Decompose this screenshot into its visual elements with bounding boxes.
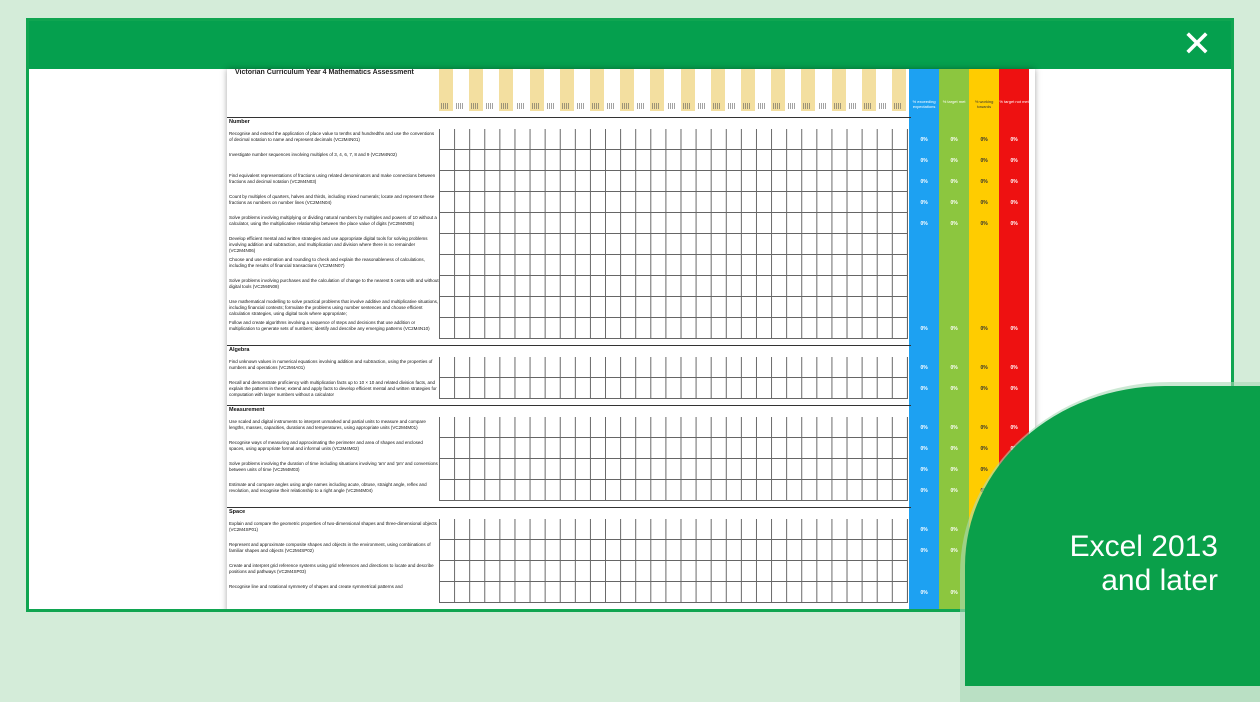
student-name-header: [484, 69, 499, 111]
student-name-header: [681, 69, 696, 111]
student-name-header: [620, 69, 635, 111]
student-name-placeholder: [592, 103, 600, 109]
objective-description: Solve problems involving the duration of time including situations involving 'am' and 'pm' and conversions between units of time (VC2M4M03): [229, 461, 438, 472]
badge-line-2: and later: [1101, 564, 1218, 597]
pct-value-target-met: 0%: [950, 590, 958, 596]
student-name-header: [635, 69, 650, 111]
student-name-header: [499, 69, 514, 111]
pct-value-target-met: 0%: [950, 179, 958, 185]
objective-description: Find unknown values in numerical equations involving addition and subtraction, using the properties of numbers and operations (VC2M4A01): [229, 359, 433, 370]
objective-description: Recognise ways of measuring and approximating the perimeter and area of shapes and enclosed spaces, using appropriate formal and informal units (VC2M4M02): [229, 440, 423, 451]
student-result-cells[interactable]: [439, 357, 908, 399]
pct-value-working-towards: 0%: [980, 200, 988, 206]
title-bar: [29, 21, 1231, 69]
pct-value-exceeding: 0%: [920, 527, 928, 533]
pct-value-working-towards: 0%: [980, 365, 988, 371]
objective-description: Follow and create algorithms involving a sequence of steps and decisions that use addition or multiplication to generate sets of numbers; identify and describe any emerging patterns (VC2M4N10): [229, 320, 430, 331]
section-divider: [227, 405, 911, 406]
pct-value-exceeding: 0%: [920, 221, 928, 227]
objective-description: Develop efficient mental and written strategies and use appropriate digital tools for solving problems involving addition and subtraction, and multiplication and division where there is no remainder (VC2M4N06): [229, 236, 428, 253]
student-result-cells[interactable]: [439, 417, 908, 501]
student-name-placeholder: [517, 103, 525, 109]
student-name-header: [560, 69, 575, 111]
student-name-header: [439, 69, 454, 111]
pct-value-working-towards: 0%: [980, 221, 988, 227]
student-name-header: [847, 69, 862, 111]
section-divider: [227, 507, 911, 508]
pct-value-working-towards: 0%: [980, 425, 988, 431]
pct-value-exceeding: 0%: [920, 326, 928, 332]
student-name-placeholder: [879, 103, 887, 109]
student-name-placeholder: [743, 103, 751, 109]
pct-value-not-met: 0%: [1010, 200, 1018, 206]
objective-description: Solve problems involving purchases and the calculation of change to the nearest 5 cents with and without digital tools (VC2M4N08): [229, 278, 439, 289]
pct-value-not-met: 0%: [1010, 179, 1018, 185]
pct-value-exceeding: 0%: [920, 386, 928, 392]
student-name-placeholder: [456, 103, 464, 109]
pct-header-target-met: % target met: [939, 69, 969, 113]
student-name-placeholder: [637, 103, 645, 109]
student-name-header: [756, 69, 771, 111]
student-name-header: [862, 69, 877, 111]
pct-value-exceeding: 0%: [920, 200, 928, 206]
section-heading: Algebra: [229, 347, 250, 353]
student-name-placeholder: [532, 103, 540, 109]
student-name-placeholder: [713, 103, 721, 109]
pct-value-exceeding: 0%: [920, 590, 928, 596]
section-heading: Measurement: [229, 407, 265, 413]
section-divider: [227, 117, 911, 118]
pct-value-not-met: 0%: [1010, 425, 1018, 431]
pct-header-not-met: % target not met: [999, 69, 1029, 113]
student-name-placeholder: [758, 103, 766, 109]
student-name-header: [726, 69, 741, 111]
student-name-header: [877, 69, 892, 111]
student-name-header: [545, 69, 560, 111]
student-name-placeholder: [547, 103, 555, 109]
assessment-grid: [227, 113, 1035, 612]
pct-value-working-towards: 0%: [980, 179, 988, 185]
pct-column-exceeding: [909, 113, 939, 612]
section-heading: Space: [229, 509, 246, 515]
pct-header-working-towards: % working towards: [969, 69, 999, 113]
objective-description: Explain and compare the geometric properties of two-dimensional shapes and three-dimensional objects (VC2M4SP01): [229, 521, 437, 532]
pct-value-working-towards: 0%: [980, 386, 988, 392]
student-name-header: [741, 69, 756, 111]
student-name-header: [786, 69, 801, 111]
student-name-header: [575, 69, 590, 111]
objective-description: Solve problems involving multiplying or dividing natural numbers by multiples and powers of 10 without a calculator, using the multiplicative relationship between the place value of digits (VC2M4N05): [229, 215, 437, 226]
pct-value-target-met: 0%: [950, 386, 958, 392]
objective-description: Create and interpret grid reference systems using grid references and directions to locate and describe positions and pathways (VC2M4SP03): [229, 563, 434, 574]
student-name-placeholder: [819, 103, 827, 109]
student-name-placeholder: [577, 103, 585, 109]
pct-value-working-towards: 0%: [980, 137, 988, 143]
pct-value-not-met: 0%: [1010, 365, 1018, 371]
badge-text: [1000, 530, 1218, 598]
pct-value-target-met: 0%: [950, 221, 958, 227]
pct-value-not-met: 0%: [1010, 386, 1018, 392]
student-name-placeholder: [864, 103, 872, 109]
pct-value-target-met: 0%: [950, 158, 958, 164]
pct-value-working-towards: 0%: [980, 467, 988, 473]
section-divider: [227, 345, 911, 346]
student-name-header: [892, 69, 907, 111]
pct-value-not-met: 0%: [1010, 158, 1018, 164]
student-name-placeholder: [698, 103, 706, 109]
student-name-placeholder: [834, 103, 842, 109]
student-result-cells[interactable]: [439, 519, 908, 603]
student-name-header: [771, 69, 786, 111]
student-name-placeholder: [773, 103, 781, 109]
student-name-header: [711, 69, 726, 111]
student-result-cells[interactable]: [439, 129, 908, 339]
student-name-placeholder: [652, 103, 660, 109]
student-name-header: [832, 69, 847, 111]
pct-value-working-towards: 0%: [980, 158, 988, 164]
section-heading: Number: [229, 119, 250, 125]
student-name-header: [666, 69, 681, 111]
student-name-placeholder: [683, 103, 691, 109]
objective-description: Estimate and compare angles using angle names including acute, obtuse, straight angle, reflex and revolution, and recognise their relationship to a right angle (VC2M4M04): [229, 482, 427, 493]
pct-value-not-met: 0%: [1010, 137, 1018, 143]
objective-description: Recognise and extend the application of place value to tenths and hundredths and use the conventions of decimal notation to name and represent decimals (VC2M4N01): [229, 131, 435, 142]
objective-description: Find equivalent representations of fractions using related denominators and make connections between fractions and decimal notation (VC2M4N03): [229, 173, 436, 184]
student-name-placeholder: [607, 103, 615, 109]
pct-value-exceeding: 0%: [920, 446, 928, 452]
student-name-placeholder: [788, 103, 796, 109]
student-name-header: [530, 69, 545, 111]
pct-value-target-met: 0%: [950, 200, 958, 206]
pct-value-exceeding: 0%: [920, 548, 928, 554]
student-name-header: [590, 69, 605, 111]
pct-value-not-met: 0%: [1010, 326, 1018, 332]
pct-value-not-met: 0%: [1010, 221, 1018, 227]
objective-description: Represent and approximate composite shapes and objects in the environment, using combinations of familiar shapes and objects (VC2M4SP02): [229, 542, 431, 553]
student-name-placeholder: [471, 103, 479, 109]
objective-description: Recall and demonstrate proficiency with multiplication facts up to 10 × 10 and related division facts, and explain the patterns in these; extend and apply facts to develop efficient mental and written strategies for computation with larger numbers without a calculator: [229, 380, 437, 397]
pct-value-target-met: 0%: [950, 365, 958, 371]
student-name-header: [605, 69, 620, 111]
student-name-header: [801, 69, 816, 111]
pct-value-target-met: 0%: [950, 467, 958, 473]
pct-value-exceeding: 0%: [920, 158, 928, 164]
sheet-title: Victorian Curriculum Year 4 Mathematics Assessment: [235, 69, 414, 76]
student-name-header: [454, 69, 469, 111]
objective-description: Investigate number sequences involving multiples of 3, 4, 6, 7, 8 and 9 (VC2M4N02): [229, 152, 397, 157]
pct-value-exceeding: 0%: [920, 488, 928, 494]
pct-value-exceeding: 0%: [920, 137, 928, 143]
pct-value-target-met: 0%: [950, 527, 958, 533]
student-name-header: [817, 69, 832, 111]
objective-description: Use mathematical modelling to solve practical problems that involve additive and multiplicative situations, including financial contexts; formulate the problems using number sentences and choose efficient calculation strategies, using digital tools where appropriate;: [229, 299, 439, 316]
pct-value-exceeding: 0%: [920, 179, 928, 185]
pct-value-working-towards: 0%: [980, 446, 988, 452]
pct-value-target-met: 0%: [950, 548, 958, 554]
pct-value-target-met: 0%: [950, 488, 958, 494]
student-name-placeholder: [849, 103, 857, 109]
student-name-placeholder: [441, 103, 449, 109]
pct-value-working-towards: 0%: [980, 326, 988, 332]
student-name-header: [696, 69, 711, 111]
student-name-header: [515, 69, 530, 111]
student-name-placeholder: [486, 103, 494, 109]
objective-description: Count by multiples of quarters, halves and thirds, including mixed numerals; locate and represent these fractions as numbers on number lines (VC2M4N04): [229, 194, 435, 205]
student-name-placeholder: [501, 103, 509, 109]
badge-line-1: Excel 2013: [1069, 530, 1218, 563]
student-name-placeholder: [894, 103, 902, 109]
spreadsheet-preview: [227, 69, 1035, 612]
student-name-placeholder: [622, 103, 630, 109]
close-icon[interactable]: ✕: [1181, 24, 1213, 65]
student-name-placeholder: [562, 103, 570, 109]
objective-description: Recognise line and rotational symmetry of shapes and create symmetrical patterns and: [229, 584, 403, 589]
objective-description: Choose and use estimation and rounding to check and explain the reasonableness of calculations, including the results of financial transactions (VC2M4N07): [229, 257, 425, 268]
student-name-placeholder: [803, 103, 811, 109]
student-name-header: [650, 69, 665, 111]
student-name-placeholder: [668, 103, 676, 109]
pct-value-target-met: 0%: [950, 326, 958, 332]
pct-value-target-met: 0%: [950, 425, 958, 431]
objective-description: Use scaled and digital instruments to interpret unmarked and partial units to measure and compare lengths, masses, capacities, durations and temperatures, using appropriate units (VC2M4M01): [229, 419, 426, 430]
pct-value-target-met: 0%: [950, 137, 958, 143]
pct-value-exceeding: 0%: [920, 467, 928, 473]
student-name-header: [469, 69, 484, 111]
pct-header-exceeding: % exceeding expectations: [909, 69, 939, 113]
student-name-placeholder: [728, 103, 736, 109]
pct-value-target-met: 0%: [950, 446, 958, 452]
pct-value-exceeding: 0%: [920, 425, 928, 431]
pct-value-exceeding: 0%: [920, 365, 928, 371]
